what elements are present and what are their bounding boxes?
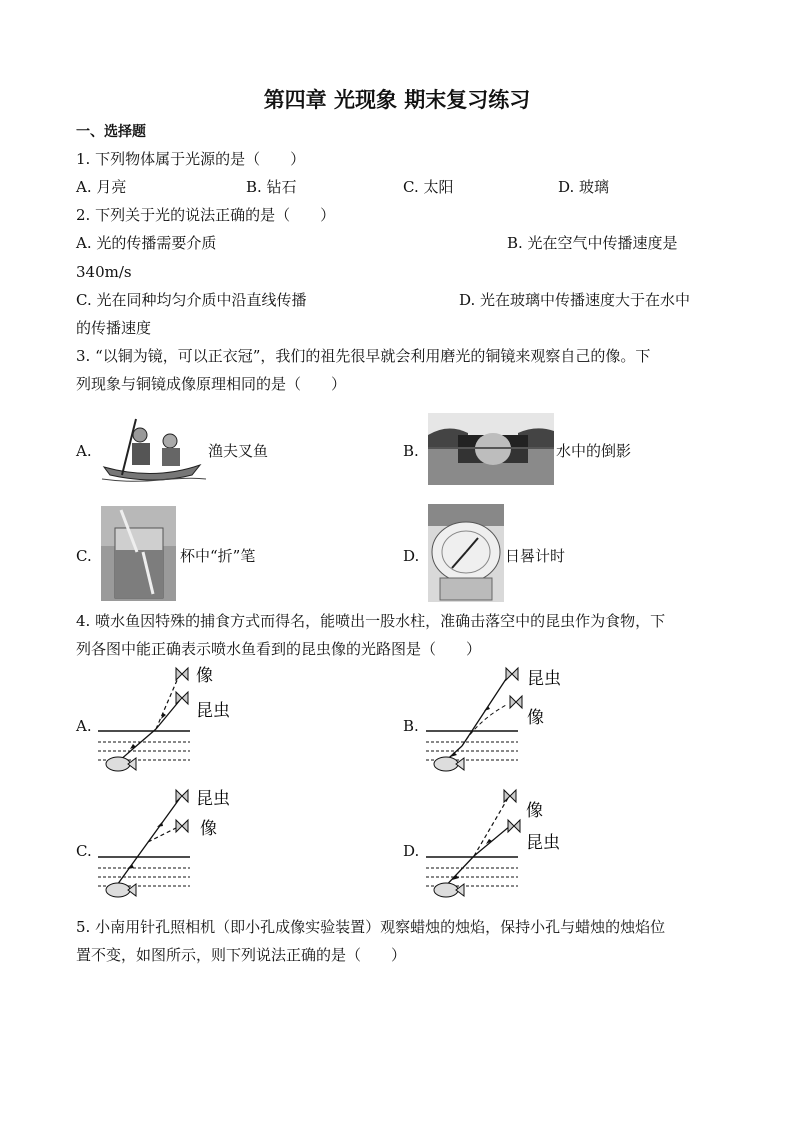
q2-option-c: C. 光在同种均匀介质中沿直线传播 <box>76 291 307 309</box>
section-heading: 一、选择题 <box>76 124 146 140</box>
pencil-in-cup-photo <box>101 506 176 601</box>
q4-a-letter: A. <box>76 717 92 735</box>
q3-c-letter: C. <box>76 547 92 565</box>
q3-a-caption: 渔夫叉鱼 <box>208 442 269 460</box>
q3-c-caption: 杯中“折”笔 <box>180 547 256 565</box>
fisherman-illustration <box>100 415 208 487</box>
q1-option-d: D. 玻璃 <box>558 178 610 196</box>
q3-a-letter: A. <box>76 442 92 460</box>
q4-b-letter: B. <box>403 717 419 735</box>
q2-option-d-continued: 的传播速度 <box>76 319 152 337</box>
sundial-photo <box>428 504 504 602</box>
q3-stem-line1: 3. “以铜为镜，可以正衣冠”，我们的祖先很早就会利用磨光的铜镜来观察自己的像。下 <box>76 347 651 365</box>
q4-d-letter: D. <box>403 842 420 860</box>
q4-d-label-image: 像 <box>526 801 543 821</box>
q4-c-diagram <box>98 784 248 908</box>
q2-stem: 2. 下列关于光的说法正确的是（ ） <box>76 206 336 224</box>
page-title: 第四章 光现象 期末复习练习 <box>263 88 531 112</box>
q2-option-b: B. 光在空气中传播速度是 <box>507 234 678 252</box>
q4-a-diagram <box>98 664 248 784</box>
q3-b-letter: B. <box>403 442 419 460</box>
q2-option-d: D. 光在玻璃中传播速度大于在水中 <box>459 291 691 309</box>
q2-option-a: A. 光的传播需要介质 <box>76 234 217 252</box>
q4-b-label-image: 像 <box>527 708 544 728</box>
q4-b-diagram <box>426 664 576 784</box>
q1-option-b: B. 钻石 <box>246 178 297 196</box>
q4-d-diagram <box>426 784 576 908</box>
q4-c-letter: C. <box>76 842 92 860</box>
q1-option-a: A. 月亮 <box>76 178 127 196</box>
q5-stem-line1: 5. 小南用针孔照相机（即小孔成像实验装置）观察蜡烛的烛焰，保持小孔与蜡烛的烛焰位 <box>76 918 666 936</box>
q1-stem: 1. 下列物体属于光源的是（ ） <box>76 150 306 168</box>
q4-d-label-insect: 昆虫 <box>526 833 560 853</box>
q3-b-caption: 水中的倒影 <box>556 442 632 460</box>
q1-option-c: C. 太阳 <box>403 178 454 196</box>
q4-a-label-image: 像 <box>196 666 213 686</box>
bridge-reflection-photo <box>428 413 554 485</box>
q3-d-letter: D. <box>403 547 420 565</box>
q4-stem-line2: 列各图中能正确表示喷水鱼看到的昆虫像的光路图是（ ） <box>76 640 482 658</box>
q4-stem-line1: 4. 喷水鱼因特殊的捕食方式而得名，能喷出一股水柱，准确击落空中的昆虫作为食物，下 <box>76 612 666 630</box>
q3-d-caption: 日晷计时 <box>505 547 566 565</box>
q2-option-b-continued: 340m/s <box>76 263 132 281</box>
q4-a-label-insect: 昆虫 <box>196 701 230 721</box>
q4-b-label-insect: 昆虫 <box>527 669 561 689</box>
q5-stem-line2: 置不变，如图所示，则下列说法正确的是（ ） <box>76 946 407 964</box>
q4-c-label-image: 像 <box>200 819 217 839</box>
q4-c-label-insect: 昆虫 <box>196 789 230 809</box>
q3-stem-line2: 列现象与铜镜成像原理相同的是（ ） <box>76 375 347 393</box>
